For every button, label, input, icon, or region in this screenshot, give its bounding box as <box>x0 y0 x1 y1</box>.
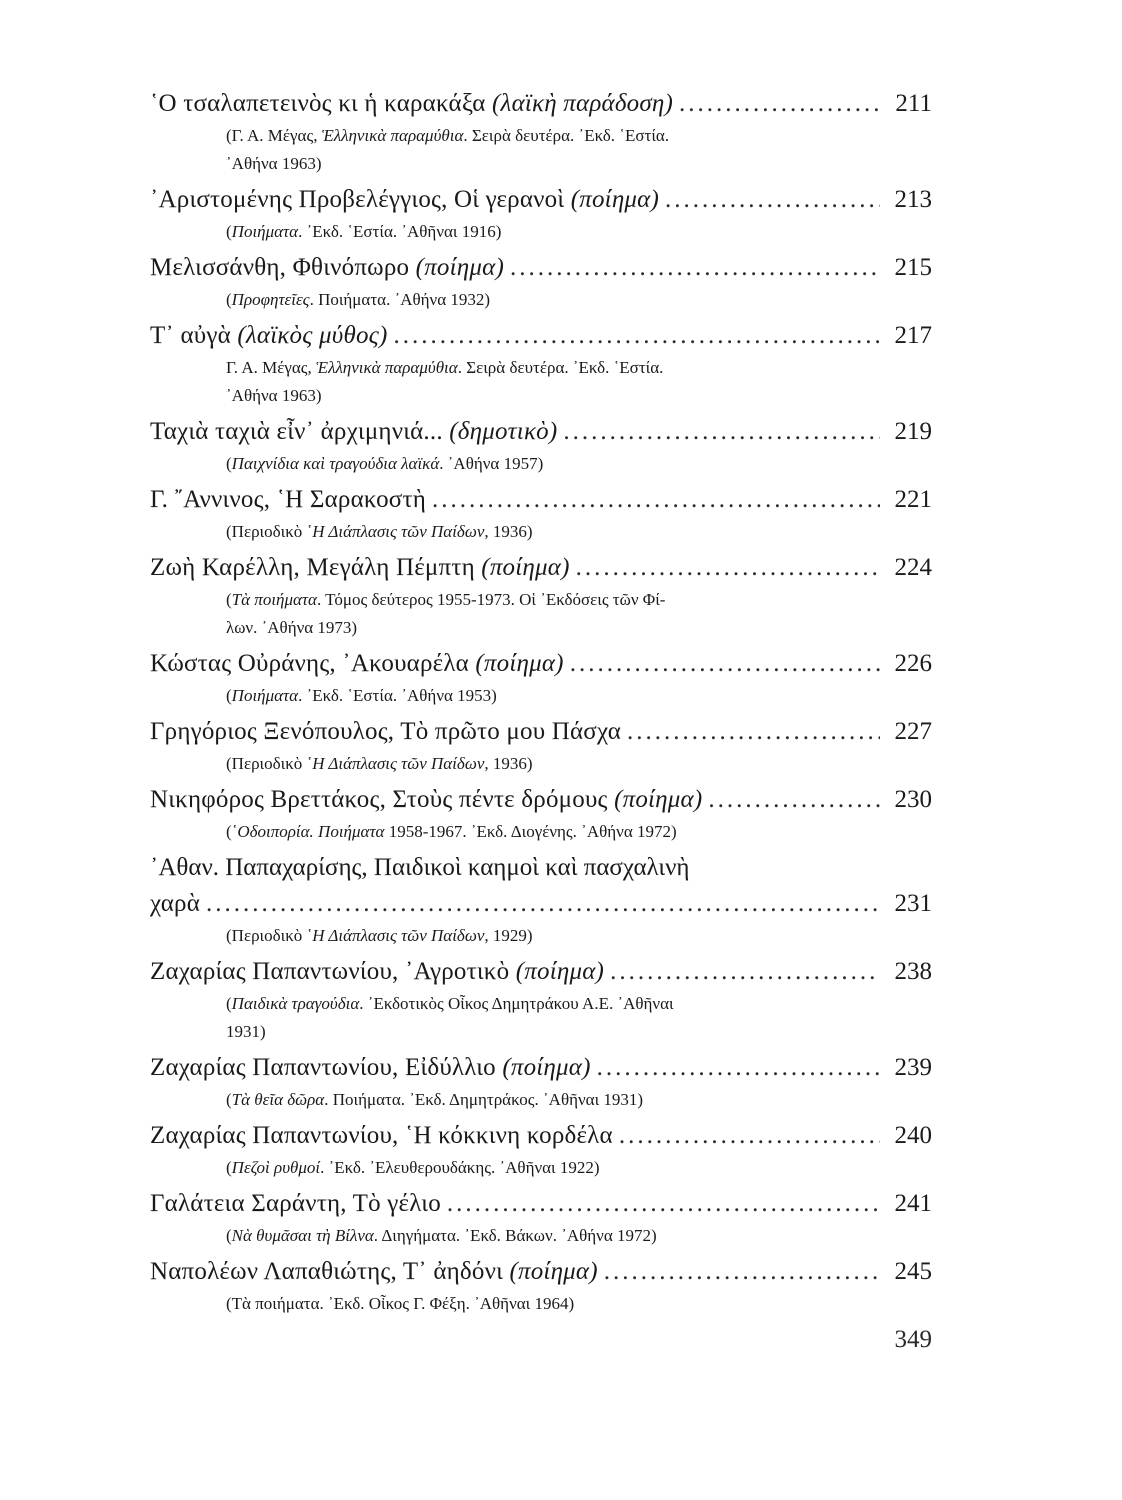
entry-title: Ναπολέων Λαπαθιώτης, Τ᾿ ἀηδόνι <box>150 1258 504 1285</box>
entry-title: Τ᾿ αὐγὰ <box>150 322 231 349</box>
entry-page: 227 <box>894 718 932 745</box>
entry-page: 230 <box>894 786 932 813</box>
entry-page: 217 <box>894 322 932 349</box>
entry-title: ᾿Αριστομένης Προβελέγγιος, Οἱ γερανοὶ <box>150 186 565 213</box>
toc-line <box>150 414 932 450</box>
dot-leader <box>604 1254 880 1290</box>
toc-entry <box>150 1186 932 1250</box>
dot-leader <box>627 714 880 750</box>
entry-genre: (λαϊκὸς μύθος) <box>237 322 388 349</box>
entry-title: Ζαχαρίας Παπαντωνίου, ᾿Αγροτικὸ <box>150 958 510 985</box>
toc-entry <box>150 318 932 410</box>
toc-entry <box>150 550 932 642</box>
toc-line <box>150 1186 932 1222</box>
entry-title: Ζαχαρίας Παπαντωνίου, ῾Η κόκκινη κορδέλα <box>150 1122 613 1149</box>
toc-entry <box>150 1050 932 1114</box>
toc-line <box>150 1254 932 1290</box>
dot-leader <box>570 646 880 682</box>
toc-entry <box>150 646 932 710</box>
entry-title: Ταχιὰ ταχιὰ εἶν᾿ ἀρχιμηνιά... <box>150 418 443 445</box>
entry-page: 211 <box>895 90 932 117</box>
toc-line <box>150 86 932 122</box>
toc-entry <box>150 86 932 178</box>
entry-source: (Τὰ ποιήματα. ᾿Εκδ. Οἶκος Γ. Φέξη. ᾿Αθῆναι 1964) <box>226 1294 575 1313</box>
entry-genre: (ποίημα) <box>614 786 703 813</box>
toc-line <box>150 782 932 818</box>
entry-source: Γ. Α. Μέγας, Ἑλληνικὰ παραμύθια. Σειρὰ δευτέρα. ᾿Εκδ. ῾Εστία. ᾿Αθήνα 1963) <box>226 358 664 405</box>
entry-page: 245 <box>894 1258 932 1285</box>
toc-line <box>150 250 932 286</box>
entry-page: 238 <box>894 958 932 985</box>
entry-genre: (ποίημα) <box>415 254 504 281</box>
entry-source: (Περιοδικὸ ῾Η Διάπλασις τῶν Παίδων, 1936) <box>226 522 533 541</box>
toc-entry <box>150 182 932 246</box>
entry-genre: (ποίημα) <box>570 186 660 213</box>
dot-leader <box>563 414 880 450</box>
entry-source: (Παιδικὰ τραγούδια. ᾿Εκδοτικὸς Οἶκος Δημητράκου Α.Ε. ᾿Αθῆναι 1931) <box>226 994 674 1041</box>
dot-leader <box>619 1118 880 1154</box>
dot-leader <box>206 886 880 922</box>
entry-title: ῾Ο τσαλαπετεινὸς κι ἡ καρακάξα <box>150 90 486 117</box>
entry-title: Κώστας Οὐράνης, ᾿Ακουαρέλα <box>150 650 469 677</box>
toc-entry <box>150 482 932 546</box>
dot-leader <box>510 250 880 286</box>
entry-page: 221 <box>894 486 932 513</box>
entry-page: 241 <box>894 1190 932 1217</box>
page-number: 349 <box>894 1326 932 1353</box>
toc-line <box>150 1118 932 1154</box>
toc-line <box>150 1050 932 1086</box>
entry-title: Γ. ῎Αννινος, ῾Η Σαρακοστὴ <box>150 486 427 513</box>
toc-line <box>150 646 932 682</box>
entry-genre: (ποίημα) <box>509 1258 598 1285</box>
entry-title: Ζαχαρίας Παπαντωνίου, Εἰδύλλιο <box>150 1054 496 1081</box>
toc-entry <box>150 250 932 314</box>
entry-source: (Παιχνίδια καὶ τραγούδια λαϊκά. ᾿Αθήνα 1957) <box>226 454 544 473</box>
entry-page: 226 <box>894 650 932 677</box>
toc-line <box>150 482 932 518</box>
entry-genre: (δημοτικὸ) <box>449 418 558 445</box>
entry-genre: (ποίημα) <box>515 958 605 985</box>
toc-entry <box>150 782 932 846</box>
entry-title: χαρὰ <box>150 890 201 917</box>
entry-genre: (λαϊκὴ παράδοση) <box>492 90 674 117</box>
dot-leader <box>394 318 880 354</box>
dot-leader <box>597 1050 880 1086</box>
toc-entry <box>150 954 932 1046</box>
entry-source: (Περιοδικὸ ῾Η Διάπλασις τῶν Παίδων, 1936) <box>226 754 533 773</box>
entry-source: (῾Οδοιπορία. Ποιήματα 1958-1967. ᾿Εκδ. Διογένης. ᾿Αθήνα 1972) <box>226 822 677 841</box>
entry-title: Γαλάτεια Σαράντη, Τὸ γέλιο <box>150 1190 441 1217</box>
entry-source: (Γ. Α. Μέγας, Ἑλληνικὰ παραμύθια. Σειρὰ δευτέρα. ᾿Εκδ. ῾Εστία. ᾿Αθήνα 1963) <box>226 126 670 173</box>
entry-genre: (ποίημα) <box>481 554 570 581</box>
dot-leader <box>708 782 880 818</box>
entry-source: (Περιοδικὸ ῾Η Διάπλασις τῶν Παίδων, 1929) <box>226 926 533 945</box>
entry-page: 231 <box>894 890 932 917</box>
dot-leader <box>432 482 880 518</box>
entry-page: 240 <box>894 1122 932 1149</box>
toc-entry <box>150 1118 932 1182</box>
entry-source: (Ποιήματα. ᾿Εκδ. ῾Εστία. ᾿Αθήνα 1953) <box>226 686 497 705</box>
entry-genre: (ποίημα) <box>502 1054 591 1081</box>
toc-line <box>150 954 932 990</box>
entry-title: Μελισσάνθη, Φθινόπωρο <box>150 254 410 281</box>
entry-source: (Πεζοὶ ρυθμοί. ᾿Εκδ. ᾿Ελευθερουδάκης. ᾿Αθῆναι 1922) <box>226 1158 600 1177</box>
toc-entry <box>150 714 932 778</box>
dot-leader <box>576 550 880 586</box>
dot-leader <box>610 954 880 990</box>
toc-line <box>150 182 932 218</box>
entry-page: 219 <box>894 418 932 445</box>
dot-leader <box>447 1186 880 1222</box>
toc-line <box>150 886 932 922</box>
entry-source: (Τὰ ποιήματα. Τόμος δεύτερος 1955-1973. Οἱ ᾿Εκδόσεις τῶν Φί- λων. ᾿Αθήνα 1973) <box>226 590 666 637</box>
entry-title: Ζωὴ Καρέλλη, Μεγάλη Πέμπτη <box>150 554 475 581</box>
toc-entry <box>150 850 932 950</box>
toc-line <box>150 550 932 586</box>
toc-entry <box>150 1254 932 1318</box>
entry-title-first-line: ᾿Αθαν. Παπαχαρίσης, Παιδικοὶ καημοὶ καὶ πασχαλινὴ <box>150 854 690 881</box>
entry-source: (Προφητεῖες. Ποιήματα. ᾿Αθήνα 1932) <box>226 290 491 309</box>
entry-source: (Ποιήματα. ᾿Εκδ. ῾Εστία. ᾿Αθῆναι 1916) <box>226 222 502 241</box>
table-of-contents <box>150 86 932 1322</box>
entry-source: (Νὰ θυμᾶσαι τὴ Βίλνα. Διηγήματα. ᾿Εκδ. Βάκων. ᾿Αθήνα 1972) <box>226 1226 657 1245</box>
dot-leader <box>679 86 880 122</box>
entry-title: Νικηφόρος Βρεττάκος, Στοὺς πέντε δρόμους <box>150 786 608 813</box>
entry-source: (Τὰ θεῖα δῶρα. Ποιήματα. ᾿Εκδ. Δημητράκος. ᾿Αθῆναι 1931) <box>226 1090 644 1109</box>
entry-page: 224 <box>894 554 932 581</box>
entry-genre: (ποίημα) <box>475 650 564 677</box>
entry-page: 213 <box>894 186 932 213</box>
entry-title: Γρηγόριος Ξενόπουλος, Τὸ πρῶτο μου Πάσχα <box>150 718 622 745</box>
toc-entry <box>150 414 932 478</box>
toc-line <box>150 318 932 354</box>
dot-leader <box>665 182 880 218</box>
entry-page: 239 <box>894 1054 932 1081</box>
entry-page: 215 <box>894 254 932 281</box>
toc-line <box>150 714 932 750</box>
